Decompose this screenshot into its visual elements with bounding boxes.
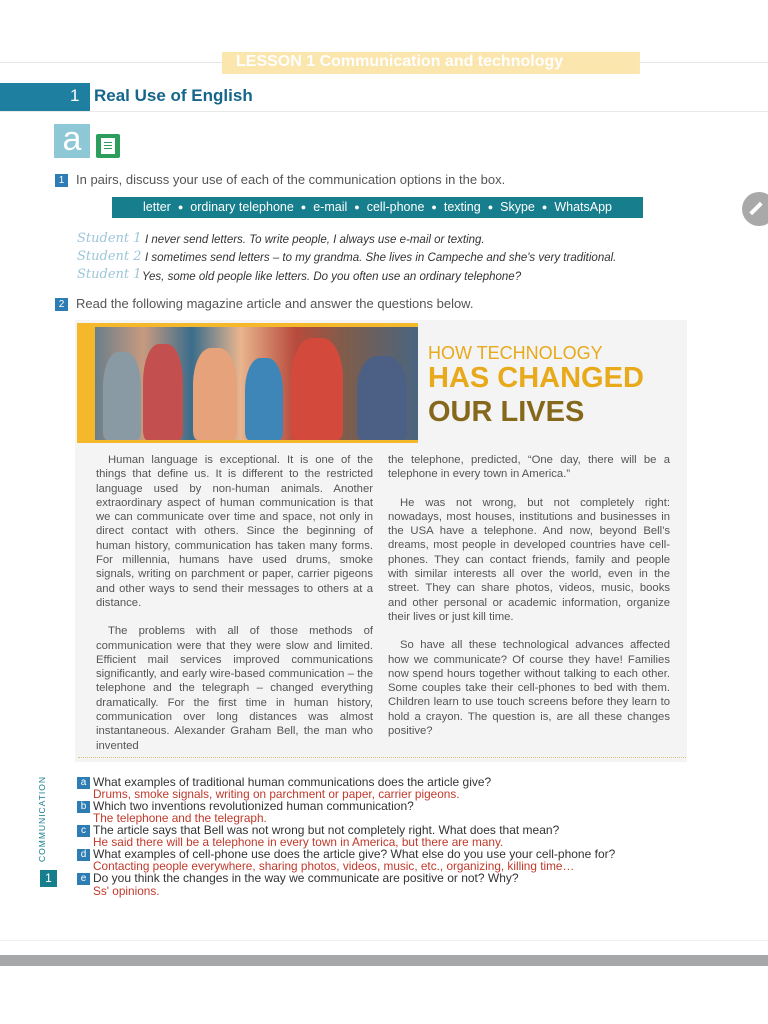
answer-text: The telephone and the telegraph. [93, 811, 267, 825]
dialogue-line: Yes, some old people like letters. Do you often use an ordinary telephone? [142, 271, 522, 283]
dialogue-speaker: Student 1 [77, 231, 142, 246]
option-item: cell-phone [366, 200, 425, 214]
person-figure [291, 338, 343, 440]
question-letter: e [77, 873, 90, 885]
answer-text: Contacting people everywhere, sharing photos, videos, music, etc., organizing, killing time… [93, 859, 575, 873]
question-text: The article says that Bell was not wrong but not completely right. What does that mean? [93, 823, 560, 837]
dialogue-line: I never send letters. To write people, I always use e-mail or texting. [145, 234, 485, 246]
part-letter: a [54, 124, 90, 158]
article-paragraph: So have all these technological advances affected how we communicate? Of course they have! Families now spend hours together without talking to each other. Some couples take their cell-phones to bed with them. Children learn to use touch screens before they learn to hold a crayon. The question is, are all these changes positive? [388, 639, 670, 738]
article-column-right [388, 453, 670, 752]
question-text: What examples of traditional human communications does the article give? [93, 775, 492, 789]
dialogue-speaker: Student 1 [77, 267, 142, 282]
exercise-2-instruction: Read the following magazine article and answer the questions below. [76, 296, 474, 311]
option-item: Skype [500, 200, 535, 214]
person-figure [357, 356, 407, 440]
exercise-1-badge: 1 [55, 174, 68, 187]
lesson-banner: LESSON 1 Communication and technology [222, 52, 640, 74]
dialogue-speaker: Student 2 [77, 249, 142, 264]
article-paragraph: Human language is exceptional. It is one of the things that define us. It is different to the restricted language used by non-human animals. Another extraordinary aspect of human communication is that we can communicate over time and space, not only in direct contact with others. Since the beginning of human history, communication has taken many forms. For millennia, humans have used drums, smoke signals, writing on parchment or paper, carrier pigeons and other ways to send their messages to others at a distance. [96, 454, 373, 609]
question-text: Which two inventions revolutionized human communication? [93, 799, 414, 813]
edit-pencil-icon[interactable] [742, 192, 768, 226]
question-letter: c [77, 825, 90, 837]
document-icon [96, 134, 120, 158]
article-paragraph: the telephone, predicted, “One day, there will be a telephone in every town in America.” [388, 454, 670, 481]
dialogue-line: I sometimes send letters – to my grandma. She lives in Campeche and she's very traditional. [145, 252, 617, 264]
person-figure [245, 358, 283, 440]
bullet-icon: ● [177, 202, 184, 212]
option-item: e-mail [313, 200, 348, 214]
section-number: 1 [70, 86, 80, 105]
question-letter: d [77, 849, 90, 861]
bullet-icon: ● [487, 202, 494, 212]
option-item: texting [443, 200, 481, 214]
answer-text: Drums, smoke signals, writing on parchment or paper, carrier pigeons. [93, 787, 460, 801]
communication-options-box [112, 197, 643, 218]
footer-bar [0, 955, 768, 966]
article-bottom-divider [78, 757, 686, 759]
article-photo-people-with-phones [95, 327, 418, 440]
article-column-left [96, 453, 373, 767]
section-title: Real Use of English [94, 86, 253, 105]
page-number: 1 [40, 870, 57, 887]
option-item: letter [143, 200, 171, 214]
question-text: Do you think the changes in the way we communicate are positive or not? Why? [93, 871, 519, 885]
question-letter: a [77, 777, 90, 789]
exercise-2-badge: 2 [55, 298, 68, 311]
option-item: WhatsApp [554, 200, 612, 214]
exercise-1-instruction: In pairs, discuss your use of each of the communication options in the box. [76, 172, 506, 187]
title-divider [0, 111, 768, 112]
bullet-icon: ● [300, 202, 307, 212]
bullet-icon: ● [354, 202, 360, 212]
person-figure [193, 348, 237, 440]
bullet-icon: ● [541, 202, 548, 212]
answer-text: He said there will be a telephone in every town in America, but there are many. [93, 835, 504, 849]
question-letter: b [77, 801, 90, 813]
person-figure [103, 352, 141, 440]
article-paragraph: He was not wrong, but not completely right: nowadays, most houses, institutions and businesses in the USA have a telephone. And now, beyond Bell's dreams, most people in developed countries have cell-phones. They can contact friends, family and people with similar interests all over the world, even in the street. They can share photos, videos, music, books and other personal or academic information, organize their lives or just kill time. [388, 496, 670, 623]
article-headline-line-1: HAS CHANGED [428, 362, 644, 394]
side-unit-label [37, 775, 53, 866]
question-text: What examples of cell-phone use does the article give? What else do you use your cell-phone for? [93, 847, 616, 861]
person-figure [143, 344, 183, 440]
answer-text: Ss' opinions. [93, 884, 160, 898]
option-item: ordinary telephone [190, 200, 294, 214]
footer-divider [0, 940, 768, 941]
article-headline-small: HOW TECHNOLOGY [428, 343, 603, 363]
side-unit-label-text: COMMUNICATION [37, 775, 47, 862]
article-headline-line-2: OUR LIVES [428, 396, 585, 428]
bullet-icon: ● [431, 202, 437, 212]
article-paragraph: The problems with all of those methods of communication were that they were slow and limited. Efficient mail services improved communications significantly, and early wire-based communication – the telephone and the telegraph – changed everything dramatically. For the first time in human history, communication over long distances was almost instantaneous. Alexander Graham Bell, the man who invented [96, 625, 373, 752]
